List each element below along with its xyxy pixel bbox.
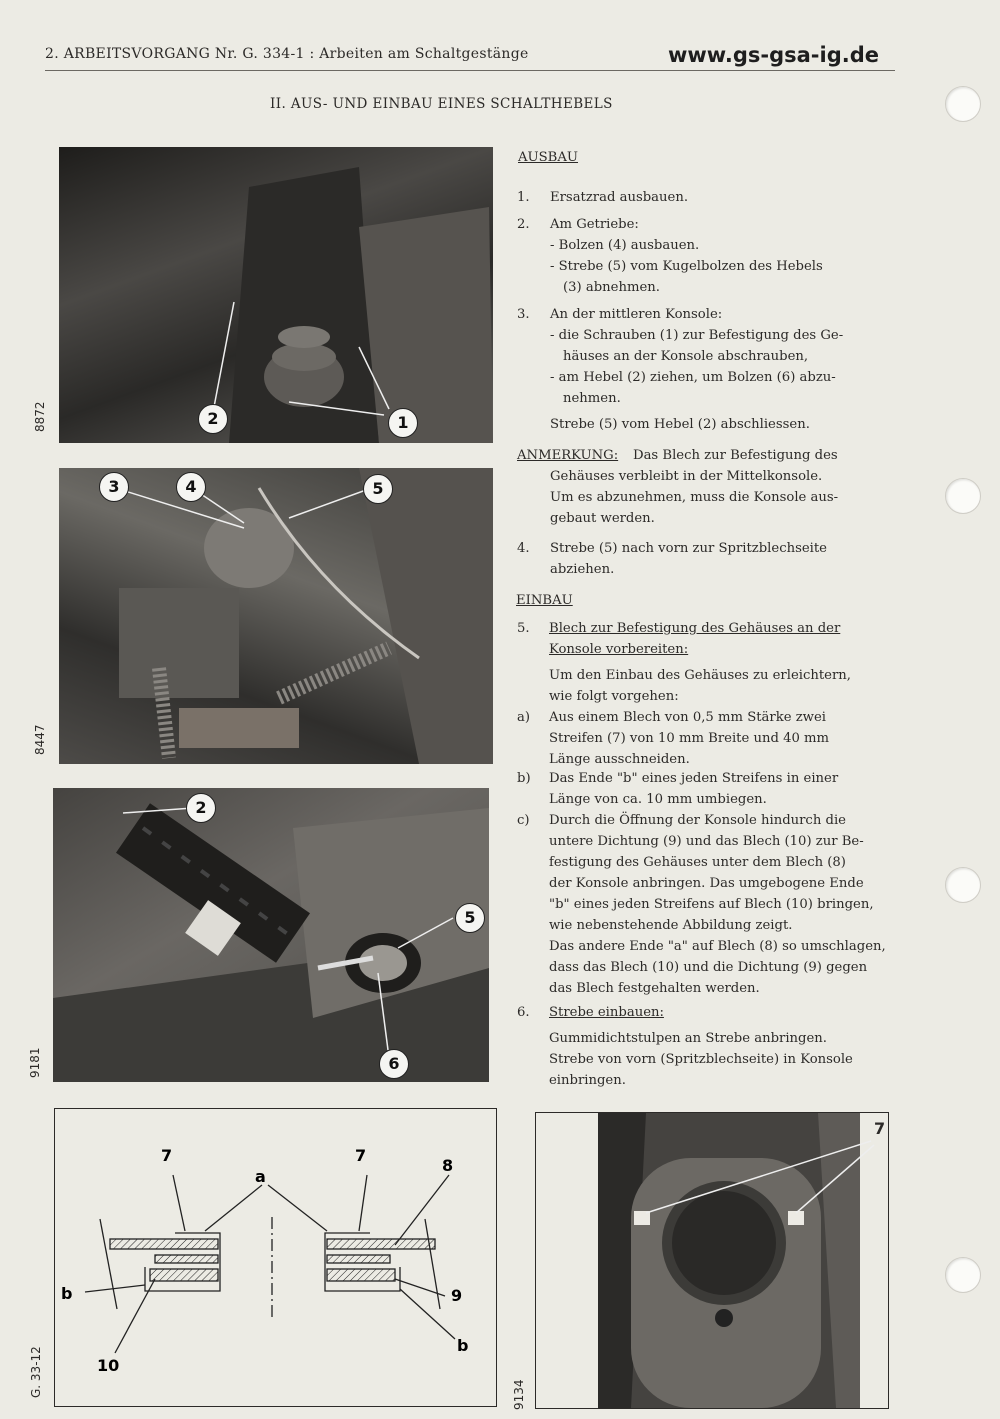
ausbau-heading: AUSBAU [518, 150, 579, 165]
note-line-4: gebaut werden. [550, 511, 655, 526]
ausbau-step-3-b1: - am Hebel (2) ziehen, um Bolzen (6) abzu- [550, 370, 836, 385]
photo-number-9134: 9134 [512, 1379, 526, 1410]
photo-9181 [53, 788, 489, 1082]
einbau-step-5-number: 5. [517, 621, 530, 636]
einbau-step-5-intro-2: wie folgt vorgehen: [549, 689, 679, 704]
einbau-step-6-title: Strebe einbauen: [549, 1005, 664, 1020]
einbau-c-line-5: "b" eines jeden Streifens auf Blech (10) bringen, [549, 897, 874, 912]
diagram-label-9: 9 [451, 1286, 463, 1305]
photo-8872-illustration [59, 147, 493, 443]
ausbau-step-4-line-1: Strebe (5) nach vorn zur Spritzblechseite [550, 541, 827, 556]
einbau-a-line-2: Streifen (7) von 10 mm Breite und 40 mm [549, 731, 830, 746]
einbau-step-5-title-1: Blech zur Befestigung des Gehäuses an der [549, 621, 841, 636]
einbau-b-label: b) [517, 771, 531, 786]
diagram-number: G. 33-12 [29, 1346, 43, 1398]
callout-7: 7 [874, 1119, 886, 1138]
punch-hole [945, 478, 981, 514]
ausbau-step-1-text: Ersatzrad ausbauen. [550, 190, 689, 205]
einbau-c-label: c) [517, 813, 530, 828]
ausbau-step-2-a: - Bolzen (4) ausbauen. [550, 238, 700, 253]
diagram-label-b-right: b [457, 1336, 469, 1355]
einbau-a-line-1: Aus einem Blech von 0,5 mm Stärke zwei [549, 710, 826, 725]
punch-hole [945, 86, 981, 122]
photo-number-8447: 8447 [33, 724, 47, 755]
diagram-label-7-left: 7 [161, 1146, 173, 1165]
ausbau-step-4-number: 4. [517, 541, 530, 556]
ausbau-step-3-a1: - die Schrauben (1) zur Befestigung des Ge- [550, 328, 844, 343]
einbau-step-6-number: 6. [517, 1005, 530, 1020]
einbau-step-6-line-1: Gummidichtstulpen an Strebe anbringen. [549, 1031, 827, 1046]
einbau-a-line-3: Länge ausschneiden. [549, 752, 690, 767]
einbau-step-6-line-2: Strebe von vorn (Spritzblechseite) in Konsole [549, 1052, 853, 1067]
einbau-b-line-2: Länge von ca. 10 mm umbiegen. [549, 792, 767, 807]
ausbau-step-3-number: 3. [517, 307, 530, 322]
ausbau-step-2-text: Am Getriebe: [550, 217, 639, 232]
note-label: ANMERKUNG: [517, 448, 619, 463]
note-line-2: Gehäuses verbleibt in der Mittelkonsole. [550, 469, 823, 484]
einbau-step-5-title-2: Konsole vorbereiten: [549, 642, 689, 657]
einbau-step-5-intro-1: Um den Einbau des Gehäuses zu erleichtern, [549, 668, 851, 683]
diagram-illustration [55, 1109, 496, 1406]
ausbau-step-3-b2: nehmen. [563, 391, 621, 406]
einbau-c-line-2: untere Dichtung (9) und das Blech (10) zur Be- [549, 834, 864, 849]
einbau-c-line-1: Durch die Öffnung der Konsole hindurch die [549, 813, 846, 828]
einbau-a-label: a) [517, 710, 531, 725]
diagram-label-a: a [255, 1167, 266, 1186]
callout-2: 2 [198, 404, 228, 434]
photo-9134-frame [535, 1112, 889, 1409]
callout-1: 1 [388, 408, 418, 438]
photo-8447-illustration [59, 468, 493, 764]
callout-5: 5 [363, 474, 393, 504]
callout-2: 2 [186, 793, 216, 823]
header-url: www.gs-gsa-ig.de [668, 43, 879, 67]
photo-number-8872: 8872 [33, 401, 47, 432]
ausbau-step-3-c: Strebe (5) vom Hebel (2) abschliessen. [550, 417, 810, 432]
ausbau-step-2-b1: - Strebe (5) vom Kugelbolzen des Hebels [550, 259, 823, 274]
diagram-label-8: 8 [442, 1156, 454, 1175]
punch-hole [945, 867, 981, 903]
einbau-c-line-8: dass das Blech (10) und die Dichtung (9) gegen [549, 960, 868, 975]
section-title: II. AUS- UND EINBAU EINES SCHALTHEBELS [270, 96, 613, 112]
callout-5: 5 [455, 903, 485, 933]
einbau-c-line-9: das Blech festgehalten werden. [549, 981, 760, 996]
ausbau-step-1-number: 1. [517, 190, 530, 205]
diagram-label-7-right: 7 [355, 1146, 367, 1165]
callout-4: 4 [176, 472, 206, 502]
callout-3: 3 [99, 472, 129, 502]
einbau-heading: EINBAU [516, 593, 573, 608]
photo-8447 [59, 468, 493, 764]
note-line-3: Um es abzunehmen, muss die Konsole aus- [550, 490, 839, 505]
ausbau-step-2-b2: (3) abnehmen. [563, 280, 660, 295]
punch-hole [945, 1257, 981, 1293]
photo-8872 [59, 147, 493, 443]
ausbau-step-4-line-2: abziehen. [550, 562, 615, 577]
einbau-c-line-4: der Konsole anbringen. Das umgebogene Ende [549, 876, 864, 891]
ausbau-step-3-text: An der mittleren Konsole: [550, 307, 723, 322]
header-operation-title: 2. ARBEITSVORGANG Nr. G. 334-1 : Arbeiten am Schaltgestänge [45, 46, 529, 62]
header-rule [45, 70, 895, 71]
diagram-label-b-left: b [61, 1284, 73, 1303]
diagram-frame [54, 1108, 497, 1407]
einbau-c-line-3: festigung des Gehäuses unter dem Blech (8) [549, 855, 846, 870]
photo-9181-illustration [53, 788, 489, 1082]
ausbau-step-3-a2: häuses an der Konsole abschrauben, [563, 349, 809, 364]
photo-number-9181: 9181 [28, 1047, 42, 1078]
callout-6: 6 [379, 1049, 409, 1079]
einbau-c-line-6: wie nebenstehende Abbildung zeigt. [549, 918, 793, 933]
diagram-label-10: 10 [97, 1356, 120, 1375]
einbau-b-line-1: Das Ende "b" eines jeden Streifens in einer [549, 771, 839, 786]
einbau-c-line-7: Das andere Ende "a" auf Blech (8) so umschlagen, [549, 939, 886, 954]
photo-9134-illustration [536, 1113, 888, 1408]
einbau-step-6-line-3: einbringen. [549, 1073, 626, 1088]
note-line-1: Das Blech zur Befestigung des [633, 448, 838, 463]
ausbau-step-2-number: 2. [517, 217, 530, 232]
